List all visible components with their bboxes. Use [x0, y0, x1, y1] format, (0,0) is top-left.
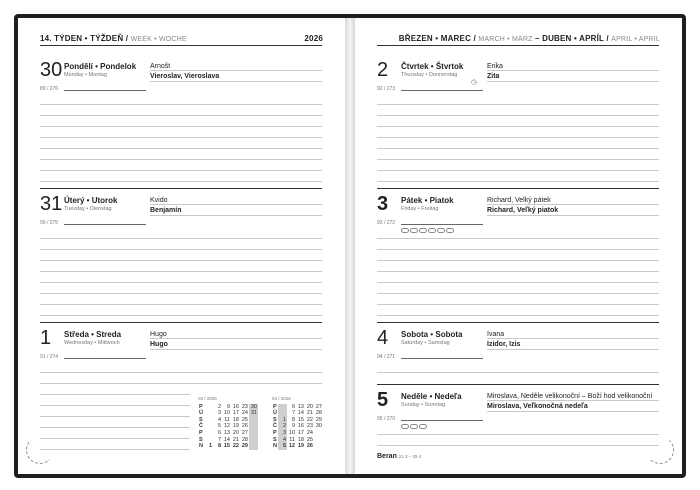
calendar-date: 25 — [241, 416, 248, 423]
writing-line — [377, 271, 659, 272]
calendar-date: 11 — [289, 436, 295, 443]
calendar-date: 11 — [224, 416, 230, 423]
calendar-date: 7 — [217, 436, 221, 443]
calendar-date — [278, 404, 287, 411]
day-name: Čtvrtek • Štvrtok — [401, 62, 464, 71]
writing-line — [377, 159, 659, 160]
writing-line — [377, 148, 659, 149]
name-line — [150, 338, 322, 339]
day-separator — [377, 322, 659, 323]
calendar-date — [249, 417, 258, 424]
day-number: 3 — [377, 193, 389, 215]
writing-line — [40, 383, 322, 384]
day-rule — [401, 420, 483, 421]
calendar-date: 2 — [217, 403, 221, 410]
day-of-year: 93 / 272 — [377, 220, 396, 226]
name-day-cz: Miroslava, Neděle velikonoční – Boží hod velikonoční — [487, 393, 653, 400]
mini-calendar-row — [272, 410, 323, 417]
header-rule — [377, 45, 659, 46]
weekday-label: Č — [199, 423, 203, 430]
calendar-date: 18 — [297, 436, 304, 443]
mini-calendar-title: 04 / 2026 — [272, 396, 291, 401]
calendar-date: 19 — [297, 443, 304, 450]
symbol-icon — [410, 228, 418, 233]
weekday-label: Č — [273, 423, 277, 430]
calendar-date: 10 — [223, 410, 230, 417]
calendar-date: 22 — [232, 443, 239, 450]
writing-line — [377, 445, 659, 446]
day-number: 2 — [377, 59, 389, 81]
symbol-icon — [401, 424, 409, 429]
day-number: 1 — [40, 327, 52, 349]
calendar-date: 4 — [278, 437, 287, 444]
name-line — [150, 81, 322, 82]
calendar-date — [204, 423, 213, 430]
day-block — [377, 60, 659, 190]
day-name: Pátek • Piatok — [401, 196, 454, 205]
mini-calendar-grid — [272, 404, 323, 450]
name-day-sk: Vieroslav, Vieroslava — [150, 73, 220, 80]
calendar-date: 3 — [278, 430, 287, 437]
day-name-foreign: Friday • Freitag — [401, 206, 439, 212]
writing-line — [40, 372, 322, 373]
calendar-date — [314, 430, 323, 437]
calendar-date — [314, 437, 323, 444]
name-day-sk: Benjamín — [150, 207, 182, 214]
header-rule — [40, 45, 322, 46]
calendar-date: 25 — [306, 436, 313, 443]
calendar-date: 30 — [315, 423, 322, 430]
mini-calendar-row — [198, 410, 258, 417]
name-day-cz: Richard, Velký pátek — [487, 197, 551, 204]
calendar-date: 1 — [278, 417, 287, 424]
calendar-date: 13 — [223, 429, 230, 436]
writing-line — [377, 304, 659, 305]
week-header — [40, 34, 187, 43]
calendar-date: 4 — [217, 416, 221, 423]
calendar-date: 5 — [217, 423, 221, 430]
weekday-label: N — [273, 443, 277, 450]
calendar-date: 10 — [288, 429, 295, 436]
month1-label-foreign: MARCH • MÄRZ — [478, 36, 533, 43]
calendar-date: 28 — [241, 436, 248, 443]
calendar-date: 3 — [217, 410, 221, 417]
day-rule — [401, 90, 483, 91]
name-day-cz: Ivana — [487, 331, 505, 338]
page-corner-mark — [26, 436, 54, 464]
month1-label: BŘEZEN • MAREC / — [398, 34, 476, 43]
day-separator — [377, 384, 659, 385]
writing-line — [40, 427, 190, 428]
day-name-foreign: Sunday • Sonntag — [401, 402, 446, 408]
holiday-symbols — [401, 228, 454, 233]
writing-line — [377, 170, 659, 171]
day-name: Neděle • Nedeľa — [401, 392, 462, 401]
day-name-foreign: Wednesday • Mittwoch — [64, 340, 120, 346]
day-name: Středa • Streda — [64, 330, 122, 339]
day-rule — [401, 224, 483, 225]
writing-line — [40, 170, 322, 171]
calendar-date: 17 — [297, 429, 304, 436]
name-line — [487, 338, 659, 339]
writing-line — [40, 126, 322, 127]
calendar-date: 22 — [306, 416, 313, 423]
weekday-label: P — [199, 429, 203, 436]
calendar-date: 27 — [241, 429, 248, 436]
name-line — [487, 70, 659, 71]
day-of-year: 91 / 274 — [40, 354, 59, 360]
name-line — [487, 215, 659, 216]
name-line — [487, 81, 659, 82]
calendar-date: 15 — [223, 443, 230, 450]
writing-line — [377, 372, 659, 373]
writing-line — [377, 238, 659, 239]
diary-spine — [345, 18, 355, 474]
name-line — [487, 204, 659, 205]
calendar-date — [204, 430, 213, 437]
writing-line — [40, 260, 322, 261]
weekday-label: S — [273, 436, 277, 443]
calendar-date — [278, 410, 287, 417]
calendar-date — [249, 443, 258, 450]
symbol-icon — [410, 424, 418, 429]
publisher-code: 21 3 – 25 4 — [398, 454, 422, 459]
writing-line — [40, 104, 322, 105]
name-day-sk: Izidor, Izis — [487, 341, 521, 348]
symbol-icon — [401, 228, 409, 233]
calendar-date — [204, 410, 213, 417]
calendar-date: 29 — [241, 443, 248, 450]
mini-calendar-row — [198, 443, 258, 450]
calendar-date: 27 — [315, 403, 322, 410]
weekday-label: P — [199, 403, 203, 410]
mini-calendar-row — [198, 430, 258, 437]
day-block — [40, 194, 322, 324]
page-corner-mark — [646, 436, 674, 464]
calendar-date: 12 — [223, 423, 230, 430]
day-block — [377, 390, 659, 452]
calendar-date — [204, 437, 213, 444]
name-days — [487, 392, 652, 412]
calendar-date: 7 — [291, 410, 295, 417]
day-of-year: 90 / 275 — [40, 220, 59, 226]
calendar-date: 21 — [306, 410, 313, 417]
calendar-date: 26 — [306, 443, 313, 450]
day-of-year: 95 / 270 — [377, 416, 396, 422]
weekday-label: S — [199, 436, 203, 443]
name-line — [487, 411, 659, 412]
writing-line — [377, 249, 659, 250]
day-name: Sobota • Sobota — [401, 330, 463, 339]
month2-label: DUBEN • APRÍL / — [542, 34, 609, 43]
clock-icon: ◷ — [471, 79, 478, 86]
writing-line — [40, 394, 190, 395]
week-label-foreign: WEEK • WOCHE — [130, 36, 187, 43]
day-separator — [40, 322, 322, 323]
day-number: 4 — [377, 327, 389, 349]
writing-line — [377, 315, 659, 316]
calendar-date: 15 — [297, 416, 304, 423]
name-line — [150, 204, 322, 205]
writing-line — [40, 282, 322, 283]
day-number: 31 — [40, 193, 63, 215]
weekday-label: Ú — [199, 410, 203, 417]
calendar-date — [249, 437, 258, 444]
mini-calendar-row — [198, 404, 258, 411]
calendar-date: 23 — [306, 423, 313, 430]
day-block — [377, 194, 659, 324]
day-separator — [40, 188, 322, 189]
calendar-date — [249, 423, 258, 430]
writing-line — [40, 405, 190, 406]
name-days — [487, 330, 520, 350]
calendar-date: 2 — [278, 423, 287, 430]
writing-line — [377, 115, 659, 116]
mini-calendar-row — [272, 423, 323, 430]
day-rule — [401, 358, 483, 359]
name-day-cz: Arnošt — [150, 63, 171, 70]
name-day-sk: Miroslava, Veľkonočná nedeľa — [487, 403, 588, 410]
weekday-label: S — [273, 416, 277, 423]
symbol-icon — [428, 228, 436, 233]
day-block — [40, 60, 322, 190]
day-of-year: 94 / 271 — [377, 354, 396, 360]
name-days — [150, 62, 219, 82]
month-header — [399, 34, 660, 43]
writing-line — [40, 249, 322, 250]
calendar-date: 23 — [241, 403, 248, 410]
weekday-label: P — [273, 429, 277, 436]
weekday-label: P — [273, 403, 277, 410]
mini-calendar-row — [198, 417, 258, 424]
holiday-symbols — [401, 424, 427, 429]
day-separator — [377, 188, 659, 189]
writing-line — [40, 137, 322, 138]
weekday-label: N — [199, 443, 203, 450]
writing-line — [377, 260, 659, 261]
day-block — [377, 328, 659, 384]
calendar-date: 14 — [223, 436, 230, 443]
symbol-icon — [419, 424, 427, 429]
day-rule — [64, 358, 146, 359]
writing-line — [40, 438, 190, 439]
mini-calendar-row — [272, 437, 323, 444]
calendar-date: 9 — [291, 423, 295, 430]
calendar-date: 24 — [241, 410, 248, 417]
calendar-date: 24 — [306, 429, 313, 436]
name-day-cz: Hugo — [150, 331, 167, 338]
calendar-date: 30 — [250, 403, 257, 410]
day-name-foreign: Thursday • Donnerstag — [401, 72, 458, 78]
calendar-date — [204, 417, 213, 424]
name-day-sk: Zita — [487, 73, 500, 80]
calendar-date: 20 — [232, 429, 239, 436]
mini-calendar-title: 03 / 2026 — [198, 396, 217, 401]
calendar-date: 18 — [232, 416, 239, 423]
day-of-year: 89 / 276 — [40, 86, 59, 92]
year-label: 2026 — [304, 34, 323, 43]
mini-calendar-row — [272, 443, 323, 450]
mini-calendar-april — [272, 396, 323, 450]
writing-line — [40, 304, 322, 305]
calendar-date: 17 — [232, 410, 239, 417]
publisher-brand: Beran — [377, 453, 397, 460]
writing-line — [377, 434, 659, 435]
calendar-date: 13 — [297, 403, 304, 410]
name-day-sk: Richard, Veľký piatok — [487, 207, 559, 214]
name-day-sk: Hugo — [150, 341, 168, 348]
calendar-date: 16 — [232, 403, 239, 410]
mini-calendar-grid — [198, 404, 258, 450]
day-rule — [64, 90, 146, 91]
writing-line — [40, 271, 322, 272]
right-page — [355, 18, 682, 474]
mini-calendar-march — [198, 396, 258, 450]
name-days — [487, 196, 558, 216]
calendar-date: 5 — [278, 443, 287, 450]
writing-line — [40, 449, 190, 450]
calendar-date: 1 — [208, 443, 212, 450]
weekday-label: Ú — [273, 410, 277, 417]
month2-label-foreign: APRIL • APRIL — [611, 36, 660, 43]
day-name-foreign: Tuesday • Dienstag — [64, 206, 112, 212]
day-name-foreign: Monday • Montag — [64, 72, 107, 78]
name-line — [487, 400, 659, 401]
day-name: Pondělí • Pondelok — [64, 62, 137, 71]
name-line — [150, 349, 322, 350]
calendar-date: 31 — [250, 410, 257, 417]
calendar-date: 29 — [315, 416, 322, 423]
calendar-date: 21 — [232, 436, 239, 443]
mini-calendar-row — [198, 423, 258, 430]
calendar-date: 8 — [291, 416, 295, 423]
calendar-date: 16 — [297, 423, 304, 430]
writing-line — [377, 137, 659, 138]
writing-line — [377, 181, 659, 182]
day-number: 5 — [377, 389, 389, 411]
weekday-label: S — [199, 416, 203, 423]
mini-calendar-row — [272, 404, 323, 411]
name-days — [487, 62, 503, 82]
writing-line — [377, 282, 659, 283]
left-page — [18, 18, 345, 474]
calendar-date — [204, 404, 213, 411]
symbol-icon — [419, 228, 427, 233]
writing-line — [377, 293, 659, 294]
writing-line — [40, 159, 322, 160]
day-of-year: 92 / 273 — [377, 86, 396, 92]
name-day-cz: Erika — [487, 63, 503, 70]
calendar-date: 8 — [217, 443, 221, 450]
calendar-date: 19 — [232, 423, 239, 430]
name-days — [150, 196, 182, 216]
calendar-date: 28 — [315, 410, 322, 417]
calendar-date: 12 — [288, 443, 295, 450]
calendar-date: 6 — [291, 403, 295, 410]
writing-line — [40, 238, 322, 239]
symbol-icon — [437, 228, 445, 233]
week-label: 14. TÝDEN • TÝŽDEŇ / — [40, 34, 129, 43]
day-number: 30 — [40, 59, 63, 81]
name-line — [150, 215, 322, 216]
day-rule — [64, 224, 146, 225]
calendar-date — [249, 430, 258, 437]
month-separator: – — [532, 34, 543, 43]
name-days — [150, 330, 168, 350]
symbol-icon — [446, 228, 454, 233]
name-day-cz: Kvido — [150, 197, 168, 204]
day-name: Úterý • Utorok — [64, 196, 118, 205]
calendar-date — [314, 443, 323, 450]
calendar-date: 20 — [306, 403, 313, 410]
day-name-foreign: Saturday • Samstag — [401, 340, 450, 346]
calendar-date: 6 — [217, 429, 221, 436]
writing-line — [40, 115, 322, 116]
calendar-date: 9 — [226, 403, 230, 410]
writing-line — [40, 416, 190, 417]
calendar-date: 26 — [241, 423, 248, 430]
mini-calendar-row — [272, 417, 323, 424]
mini-calendar-row — [198, 437, 258, 444]
mini-calendar-row — [272, 430, 323, 437]
name-line — [487, 349, 659, 350]
writing-line — [377, 104, 659, 105]
publisher-footer — [377, 453, 421, 460]
writing-line — [377, 126, 659, 127]
writing-line — [40, 181, 322, 182]
writing-line — [40, 315, 322, 316]
calendar-date: 14 — [297, 410, 304, 417]
name-line — [150, 70, 322, 71]
writing-line — [40, 148, 322, 149]
writing-line — [40, 293, 322, 294]
